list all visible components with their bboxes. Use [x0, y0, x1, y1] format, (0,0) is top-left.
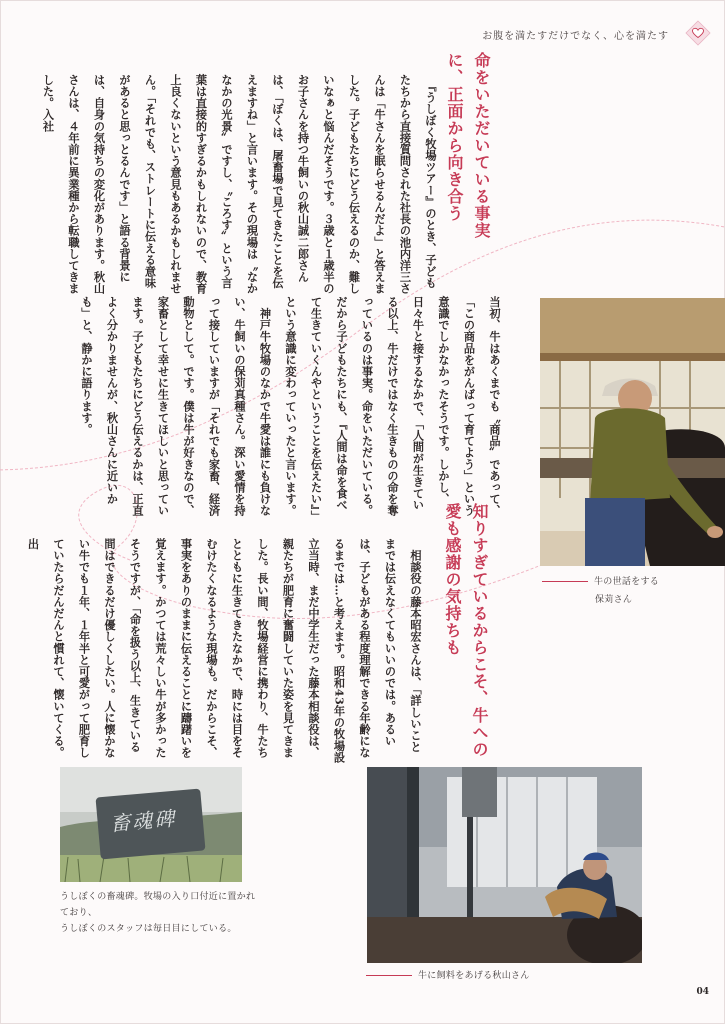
section2-body [26, 538, 428, 764]
caption-monument-line2: うしぼくのスタッフは毎日目にしている。 [60, 924, 237, 934]
caption-farmer-line1 [542, 574, 659, 587]
caption-monument [60, 889, 260, 937]
caption-feeding [366, 968, 530, 981]
photo-feeding-cattle [367, 767, 642, 963]
caption-farmer-text-1: 牛の世話をする [594, 577, 660, 587]
caption-feeding-text: 牛に飼料をあげる秋山さん [418, 971, 530, 981]
memorial-sign-text: 畜魂碑 [109, 806, 178, 836]
section1-paragraph-1-text: 『うしぼく牧場ツアー』のとき、子どもたちから直接質問された社長の池内洋三さんは「牛さんを眠らせるんだよ」と答えました。子どもたちにどう伝えるのか、難しいなぁと悩んだそうです。３歳と１歳半のお子さんを持つ牛飼いの秋山誠二郎さんは、「ぼくは、屠畜場で見てきたことを伝えますね」と言います。その現場は〝なかなかの光景〟ですし、〝ころす〟という言葉は直接的すぎるかもしれないので、教育上良くないという意見もあるかもしれません。「それでも、ストレートに伝える意味があると思っとるんです」と語る背景には、自身の気持ちの変化があります。秋山さんは、４年前に異業種から転職してきました。入社 [41, 74, 438, 295]
photo-livestock-memorial [60, 767, 242, 882]
section1-paragraph-2 [74, 296, 278, 522]
caption-rule [542, 581, 588, 582]
section1-paragraph-1-cont-text: 当初、牛はあくまでも〝商品〟であって、「この商品をがんばって育てよう」という意識でしかなかったそうです。しかし、日々牛と接するなかで、「人間が生きている以上、牛だけではなく生きものの命を奪っているのは事実。命をいただいている。だから子どもたちにも、『人間は命を食べて生きていくんやということを伝えたい』」という意識に変わっていったと言います。 [284, 296, 502, 517]
page-number: 04 [696, 987, 709, 997]
header-tagline: お腹を満たすだけでなく、心を満たす [482, 31, 669, 42]
section2-paragraph-1-text: 相談役の藤本昭宏さんは、「詳しいことまでは伝えなくてもいいのでは。あるいは、子どもがある程度理解できる年齢になるまでは…と考えます。昭和43年の牧場設立当時、まだ中学生だった藤本相談役は、親たちが肥育に奮闘していた姿を見てきました。長い間、牧場経営に携わり、牛たちとともに生きてきたなかで、時には目をそむけたくなるような現場も。だからこそ、事実をありのままに伝えることに躊躇いを覚えます。かつては荒々しい牛が多かったそうですが、「命を扱う以上、生きている間はできるだけ優しくしたい。人に懐かない牛でも１年、１年半と可愛がって肥育していたらだんだんと慣れて、懐いてくる。出 [26, 538, 423, 764]
section-heading-love-and-gratitude: 知りすぎているからこそ、牛への愛も感謝の気持ちも [443, 503, 489, 758]
caption-rule [366, 975, 412, 976]
caption-monument-line1: うしぼくの畜魂碑。牧場の入り口付近に置かれており、 [60, 892, 256, 918]
photo-farmer-with-cow [540, 298, 725, 566]
section1-paragraph-2-text: 神戸牛牧場のなかで牛愛は誰にも負けない、牛飼いの保苅真種さん。深い愛情を持って接していますが「それでも家畜、経済動物として。です。僕は牛が好きなので、家畜として幸せに生きてほしいと思っています。子どもたちにどう伝えるかは、正直よく分かりませんが、秋山さんに近いかも」と、静かに語ります。 [80, 296, 273, 517]
heart-diamond-icon [685, 20, 711, 46]
section2-paragraph-1 [20, 538, 428, 764]
section1-paragraph-1 [35, 74, 443, 300]
section-heading-facing-life: 命をいただいている事実に、正面から向き合う [445, 52, 491, 239]
section1-body-part2 [80, 296, 507, 522]
section1-paragraph-1-cont [278, 296, 508, 522]
section1-body-part1 [41, 74, 443, 300]
caption-farmer-line2: 保苅さん [595, 595, 633, 605]
